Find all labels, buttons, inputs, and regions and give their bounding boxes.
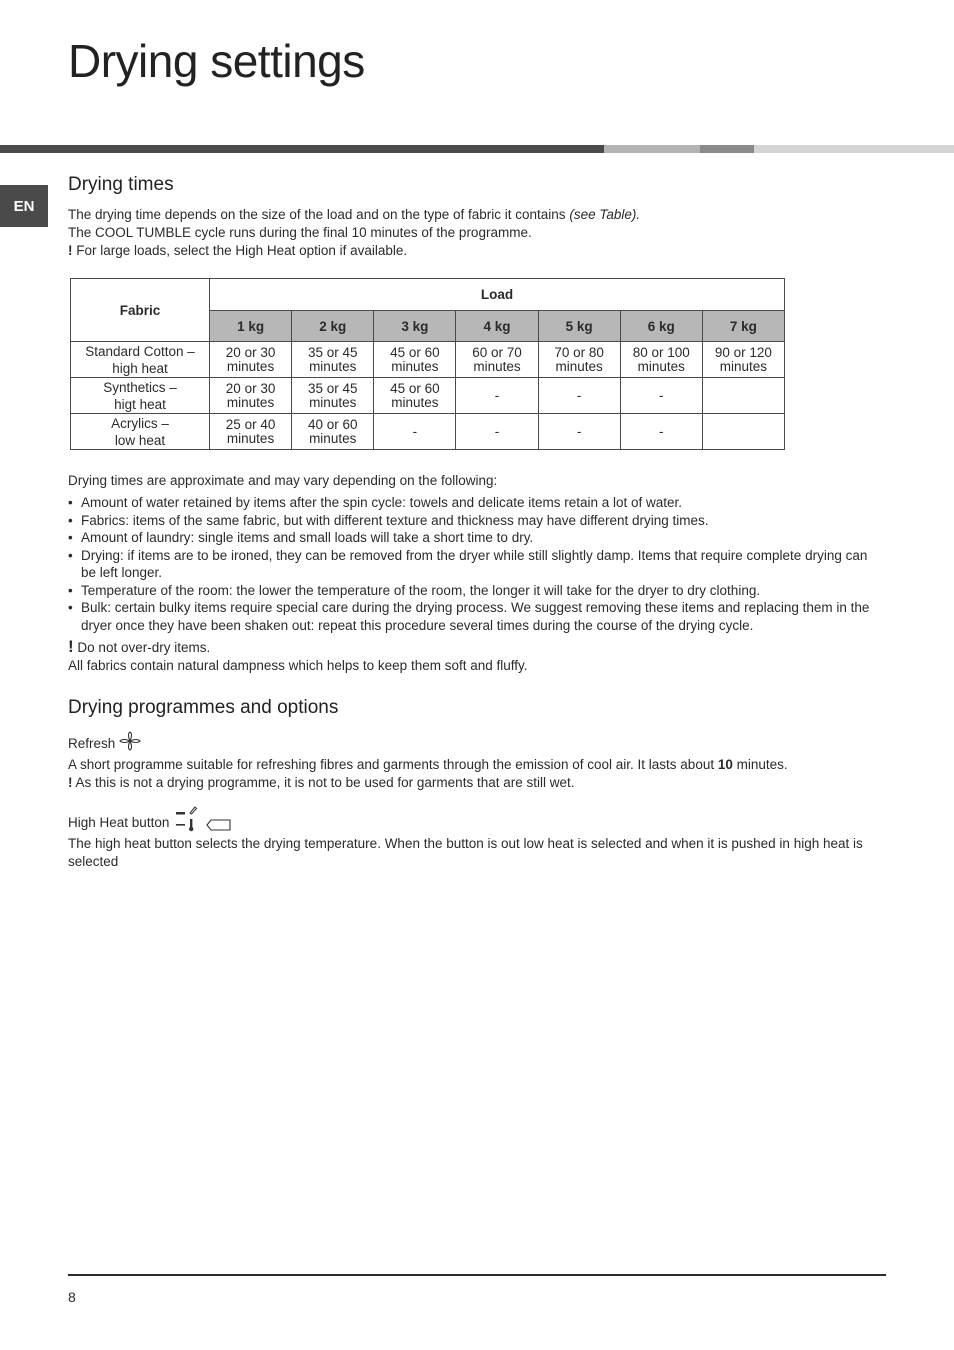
drying-time-value: 35 or 45 xyxy=(307,380,358,396)
drying-time-cell xyxy=(456,342,538,378)
drying-time-unit: minutes xyxy=(226,394,275,410)
refresh-fan-icon xyxy=(119,731,141,756)
drying-time-value: - xyxy=(412,423,418,439)
main-content xyxy=(68,174,886,871)
load-header: Load xyxy=(210,279,785,311)
warning-mark: ! xyxy=(68,775,73,790)
refresh-note: ! As this is not a drying programme, it is not to be used for garments that are still wet. xyxy=(68,775,575,790)
fabric-cell xyxy=(71,378,210,414)
drying-times-table xyxy=(70,278,785,450)
drying-time-cell xyxy=(374,378,456,414)
list-item: • Bulk: certain bulky items require special care during the drying process. We suggest removing these items and replacing them in the dryer once they have been shaken out: repeat this procedure several times during the course of the drying cycle. xyxy=(68,599,886,634)
drying-time-unit: minutes xyxy=(719,358,768,374)
drying-time-cell xyxy=(538,414,620,450)
footer-rule xyxy=(68,1274,886,1276)
fabric-cell xyxy=(71,414,210,450)
table-row xyxy=(71,342,785,378)
factors-list xyxy=(68,494,886,634)
heat-level: high heat xyxy=(112,360,168,376)
list-item: • Drying: if items are to be ironed, they can be removed from the dryer while still slightly damp. Items that require complete drying can be left longer. xyxy=(68,547,886,582)
header-stripe-pale xyxy=(754,145,954,153)
refresh-label: Refresh xyxy=(68,736,116,751)
drying-time-cell xyxy=(538,342,620,378)
load-column-header: 1 kg xyxy=(210,311,292,342)
drying-time-cell xyxy=(374,342,456,378)
drying-time-value: 80 or 100 xyxy=(632,344,690,360)
table-reference: (see Table). xyxy=(569,207,641,222)
drying-times-heading: Drying times xyxy=(68,174,174,195)
approx-text: Drying times are approximate and may vary depending on the following: xyxy=(68,473,498,488)
refresh-label-line xyxy=(68,731,886,756)
fabric-header: Fabric xyxy=(71,279,210,342)
drying-time-cell xyxy=(210,342,292,378)
drying-time-value: 70 or 80 xyxy=(554,344,604,360)
warning-mark: ! xyxy=(68,243,73,258)
drying-time-unit: minutes xyxy=(309,394,357,410)
list-item: • Amount of water retained by items after the spin cycle: towels and delicate items retain a lot of water. xyxy=(68,494,886,512)
drying-time-unit: minutes xyxy=(309,358,357,374)
header-stripe-mid xyxy=(700,145,754,153)
fabric-name: Synthetics – xyxy=(103,379,177,395)
drying-time-value: - xyxy=(494,387,500,403)
large-loads-note: ! For large loads, select the High Heat option if available. xyxy=(68,243,408,258)
list-item: • Fabrics: items of the same fabric, but with different texture and thickness may have different drying times. xyxy=(68,512,886,530)
load-column-header: 5 kg xyxy=(538,311,620,342)
heat-level: higt heat xyxy=(114,396,166,412)
drying-time-unit: minutes xyxy=(473,358,521,374)
drying-time-value: 40 or 60 xyxy=(307,416,358,432)
drying-time-value: 90 or 120 xyxy=(714,344,772,360)
drying-time-cell xyxy=(620,414,702,450)
drying-time-value: - xyxy=(659,423,664,439)
drying-time-value: 25 or 40 xyxy=(225,416,276,432)
drying-time-cell xyxy=(292,378,374,414)
drying-time-unit: minutes xyxy=(637,358,685,374)
language-tab: EN xyxy=(0,185,48,227)
high-heat-description: The high heat button selects the drying temperature. When the button is out low heat is selected and when it is pushed in high heat is selected xyxy=(68,836,863,869)
refresh-description: A short programme suitable for refreshing fibres and garments through the emission of cool air. It lasts about 10 minutes. xyxy=(68,757,788,772)
drying-time-unit: minutes xyxy=(226,430,275,446)
drying-time-cell xyxy=(702,342,784,378)
drying-time-cell xyxy=(210,378,292,414)
fabric-name: Acrylics – xyxy=(111,415,169,431)
drying-time-cell xyxy=(456,378,538,414)
drying-times-intro: The drying time depends on the size of the load and on the type of fabric it contains (see Table). xyxy=(68,207,641,222)
drying-time-value: 45 or 60 xyxy=(390,344,440,360)
drying-time-cell xyxy=(456,414,538,450)
load-column-header: 3 kg xyxy=(374,311,456,342)
drying-time-cell xyxy=(620,342,702,378)
overdry-note: ! Do not over-dry items. xyxy=(68,637,211,656)
drying-time-value: - xyxy=(494,423,500,439)
page-number: 8 xyxy=(68,1289,76,1305)
drying-time-value: 60 or 70 xyxy=(472,344,522,360)
drying-time-value: 20 or 30 xyxy=(225,344,276,360)
drying-time-value: 20 or 30 xyxy=(225,380,276,396)
fabric-cell xyxy=(71,342,210,378)
drying-time-cell xyxy=(702,378,784,414)
drying-time-value: - xyxy=(576,423,582,439)
header-stripe-dark xyxy=(0,145,604,153)
list-item: • Amount of laundry: single items and small loads will take a short time to dry. xyxy=(68,529,886,547)
high-heat-label: High Heat xyxy=(68,815,129,830)
table-row xyxy=(71,378,785,414)
drying-time-cell xyxy=(538,378,620,414)
drying-time-value: 45 or 60 xyxy=(390,380,440,396)
drying-time-unit: minutes xyxy=(309,430,357,446)
drying-time-unit: minutes xyxy=(226,358,275,374)
drying-time-value: - xyxy=(576,387,582,403)
cool-tumble-text: The COOL TUMBLE cycle runs during the final 10 minutes of the programme. xyxy=(68,225,532,240)
load-column-header: 6 kg xyxy=(620,311,702,342)
drying-time-cell xyxy=(620,378,702,414)
drying-time-unit: minutes xyxy=(391,394,439,410)
fabric-name: Standard Cotton – xyxy=(85,343,195,359)
header-stripe-light xyxy=(604,145,700,153)
load-column-header: 7 kg xyxy=(702,311,784,342)
dampness-text: All fabrics contain natural dampness which helps to keep them soft and fluffy. xyxy=(68,658,528,673)
list-item: • Temperature of the room: the lower the temperature of the room, the longer it will take for the dryer to dry clothing. xyxy=(68,582,886,600)
drying-time-cell xyxy=(292,414,374,450)
warning-mark: ! xyxy=(68,637,74,656)
drying-time-value: 35 or 45 xyxy=(307,344,358,360)
table-row xyxy=(71,414,785,450)
load-column-header: 2 kg xyxy=(292,311,374,342)
drying-programmes-heading: Drying programmes and options xyxy=(68,697,339,718)
load-column-header: 4 kg xyxy=(456,311,538,342)
drying-time-cell xyxy=(210,414,292,450)
drying-time-cell xyxy=(702,414,784,450)
heat-level: low heat xyxy=(114,432,166,448)
high-heat-label-line: High Heat button xyxy=(68,804,886,835)
drying-time-unit: minutes xyxy=(391,358,439,374)
drying-time-cell xyxy=(292,342,374,378)
drying-time-unit: minutes xyxy=(555,358,603,374)
drying-time-cell xyxy=(374,414,456,450)
drying-time-value: - xyxy=(659,387,664,403)
page-title: Drying settings xyxy=(68,35,365,87)
high-heat-button-icon xyxy=(173,804,231,835)
